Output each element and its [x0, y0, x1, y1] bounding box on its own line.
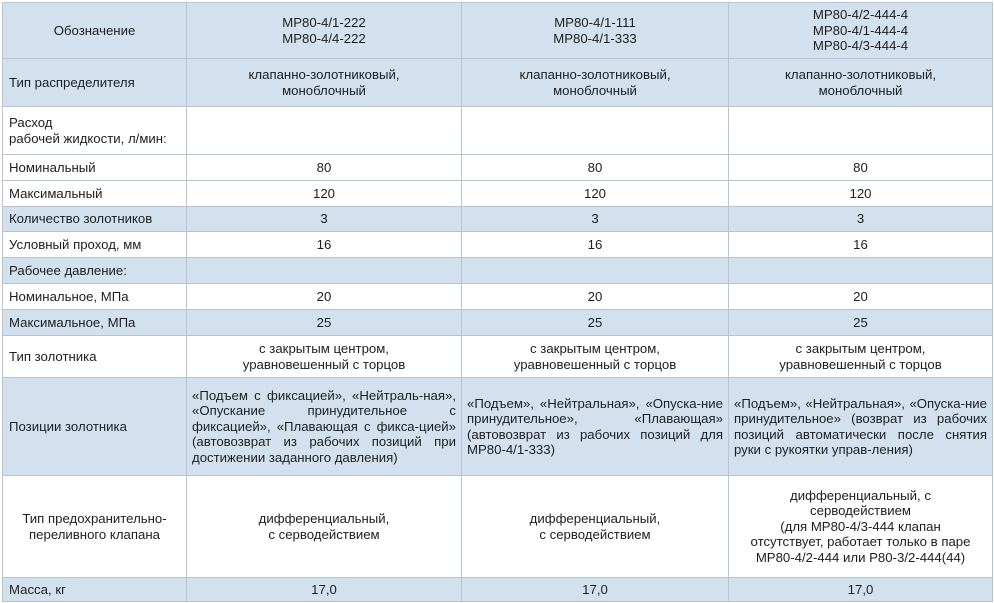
cell-line: с закрытым центром,: [259, 341, 389, 356]
cell-line: с серводействием: [539, 526, 651, 542]
table-cell: [462, 59, 729, 107]
table-cell: 17,0: [729, 578, 993, 602]
table-row: [3, 181, 993, 207]
model-name: МР80-4/4-222: [282, 30, 366, 46]
table-cell: 120: [729, 181, 993, 207]
row-label: Тип золотника: [3, 336, 187, 378]
model-name: МР80-4/1-444-4: [812, 22, 909, 38]
table-cell: 80: [462, 155, 729, 181]
table-cell: «Подъем с фиксацией», «Нейтраль-ная», «Опускание принудительное с фиксацией», «Плавающая с фикса-цией» (автовозврат из рабочих позиций при достижении заданного давления): [187, 378, 462, 476]
cell-line: моноблочный: [818, 82, 903, 98]
table-cell: 16: [187, 232, 462, 258]
cell-line: дифференциальный, с: [790, 487, 931, 503]
table-row: [3, 310, 993, 336]
row-label: Условный проход, мм: [3, 232, 187, 258]
cell-line: МР80-4/2-444 или Р80-3/2-444(44): [755, 549, 966, 565]
table-cell: [187, 59, 462, 107]
table-row: [3, 476, 993, 578]
cell-line: серводействием: [810, 503, 911, 519]
cell-line: уравновешенный с торцов: [779, 356, 942, 372]
table-cell: 3: [462, 207, 729, 232]
table-row: [3, 578, 993, 602]
cell-line: дифференциальный,: [529, 511, 661, 526]
model-name: МР80-4/1-222: [282, 15, 366, 30]
cell-line: моноблочный: [282, 82, 366, 98]
model-cell: [462, 3, 729, 59]
table-cell: [187, 258, 462, 284]
row-label: Номинальное, МПа: [3, 284, 187, 310]
table-row: [3, 155, 993, 181]
table-cell: [187, 336, 462, 378]
designation-header: Обозначение: [3, 3, 187, 59]
table-cell: 20: [462, 284, 729, 310]
model-name: МР80-4/1-333: [553, 30, 637, 46]
cell-line: с закрытым центром,: [795, 341, 926, 356]
table-cell: 20: [729, 284, 993, 310]
table-cell: [187, 107, 462, 155]
row-label: Позиции золотника: [3, 378, 187, 476]
cell-line: клапанно-золотниковый,: [519, 67, 671, 82]
table-cell: «Подъем», «Нейтральная», «Опуска-ние принудительное» (возврат из рабочих позиций автоматически после снятия руки с рукоятки управ-ления): [729, 378, 993, 476]
specifications-table: [2, 2, 993, 602]
table-cell: 80: [729, 155, 993, 181]
row-label: Тип распределителя: [3, 59, 187, 107]
row-label: [3, 107, 187, 155]
table-cell: [462, 476, 729, 578]
label-line: переливного клапана: [29, 526, 160, 542]
table-cell: [462, 336, 729, 378]
table-row: [3, 378, 993, 476]
cell-line: моноблочный: [553, 82, 637, 98]
table-cell: 17,0: [462, 578, 729, 602]
table-cell: 25: [729, 310, 993, 336]
model-cell: [187, 3, 462, 59]
table-cell: 3: [729, 207, 993, 232]
table-cell: «Подъем», «Нейтральная», «Опуска-ние принудительное», «Плавающая» (автовозврат из рабочих позиций для МР80-4/1-333): [462, 378, 729, 476]
cell-line: отсутствует, работает только в паре: [750, 534, 971, 550]
model-name: МР80-4/2-444-4: [812, 7, 909, 23]
table-cell: 25: [462, 310, 729, 336]
table-cell: [729, 258, 993, 284]
table-cell: [729, 59, 993, 107]
table-cell: 80: [187, 155, 462, 181]
row-label: Максимальный: [3, 181, 187, 207]
table-cell: 16: [729, 232, 993, 258]
cell-line: с серводействием: [268, 526, 380, 542]
cell-line: клапанно-золотниковый,: [248, 67, 400, 82]
row-label: Рабочее давление:: [3, 258, 187, 284]
model-name: МР80-4/1-111: [554, 15, 636, 30]
table-cell: 16: [462, 232, 729, 258]
table-row: [3, 232, 993, 258]
table-row: [3, 207, 993, 232]
label-line: рабочей жидкости, л/мин:: [9, 130, 167, 146]
cell-line: (для МР80-4/3-444 клапан: [780, 518, 941, 534]
table-cell: 25: [187, 310, 462, 336]
row-label: Максимальное, МПа: [3, 310, 187, 336]
table-cell: 120: [462, 181, 729, 207]
model-name: МР80-4/3-444-4: [812, 38, 909, 54]
label-line: Тип предохранительно-: [22, 511, 167, 526]
table-cell: 3: [187, 207, 462, 232]
table-row: [3, 336, 993, 378]
table-cell: 17,0: [187, 578, 462, 602]
cell-line: клапанно-золотниковый,: [785, 67, 936, 82]
table-row: [3, 59, 993, 107]
table-cell: [187, 476, 462, 578]
table-cell: 120: [187, 181, 462, 207]
cell-line: дифференциальный,: [258, 511, 390, 526]
cell-line: с закрытым центром,: [530, 341, 660, 356]
row-label: [3, 476, 187, 578]
label-line: Расход: [9, 115, 53, 130]
table-cell: [729, 476, 993, 578]
table-cell: [729, 336, 993, 378]
table-row: [3, 284, 993, 310]
table-cell: 20: [187, 284, 462, 310]
row-label: Количество золотников: [3, 207, 187, 232]
table-cell: [462, 107, 729, 155]
table-row: [3, 258, 993, 284]
row-label: Масса, кг: [3, 578, 187, 602]
cell-line: уравновешенный с торцов: [513, 356, 677, 372]
table-cell: [462, 258, 729, 284]
model-cell: [729, 3, 993, 59]
cell-line: уравновешенный с торцов: [242, 356, 406, 372]
row-label: Номинальный: [3, 155, 187, 181]
table-cell: [729, 107, 993, 155]
table-row: [3, 107, 993, 155]
header-row: [3, 3, 993, 59]
